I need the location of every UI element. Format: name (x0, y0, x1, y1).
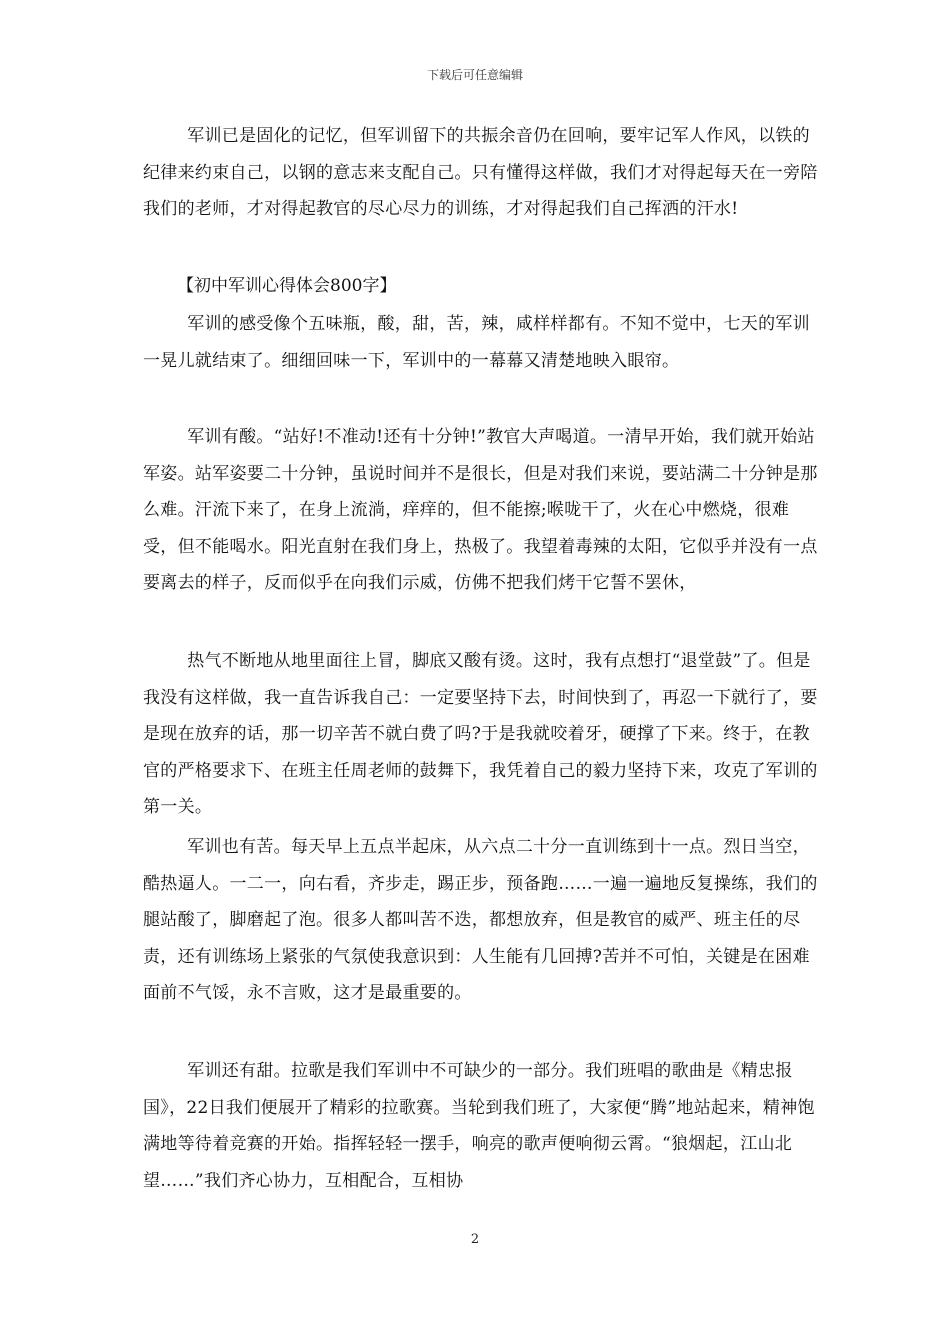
paragraph-5: 军训也有苦。每天早上五点半起床，从六点二十分一直训练到十一点。烈日当空，酷热逼人。一二一，向右看，齐步走，踢正步，预备跑……一遍一遍地反复操练，我们的腿站酸了，脚磨起了泡。很多人都叫苦不迭，都想放弃，但是教官的威严、班主任的尽责，还有训练场上紧张的气氛使我意识到：人生能有几回搏?苦并不可怕，关键是在困难面前不气馁，永不言败，这才是最重要的。 (143, 837, 818, 1004)
paragraph-1: 军训已是固化的记忆，但军训留下的共振余音仍在回响，要牢记军人作风，以铁的纪律来约束自己，以钢的意志来支配自己。只有懂得这样做，我们才对得起每天在一旁陪我们的老师，才对得起教官的尽心尽力的训练，才对得起我们自己挥洒的汗水! (143, 126, 818, 220)
paragraph-3: 军训有酸。“站好!不准动!还有十分钟!”教官大声喝道。一清早开始，我们就开始站军姿。站军姿要二十分钟，虽说时间并不是很长，但是对我们来说，要站满二十分钟是那么难。汗流下来了，在身上流淌，痒痒的，但不能擦;喉咙干了，火在心中燃烧，很难受，但不能喝水。阳光直射在我们身上，热极了。我望着毒辣的太阳，它似乎并没有一点要离去的样子，反而似乎在向我们示威，仿佛不把我们烤干它誓不罢休， (143, 427, 818, 594)
paragraph-6: 军训还有甜。拉歌是我们军训中不可缺少的一部分。我们班唱的歌曲是《精忠报国》，22日我们便展开了精彩的拉歌赛。当轮到我们班了，大家便“腾”地站起来，精神饱满地等待着竞赛的开始。指挥轻轻一摆手，响亮的歌声便响彻云霄。“狼烟起，江山北望……”我们齐心协力，互相配合，互相协 (143, 1061, 815, 1191)
page-header: 下载后可任意编辑 (426, 68, 523, 82)
page-number: 2 (470, 1232, 480, 1247)
section-heading: 【初中军训心得体会800字】 (177, 276, 397, 296)
paragraph-4: 热气不断地从地里面往上冒，脚底又酸有烫。这时，我有点想打“退堂鼓”了。但是我没有这样做，我一直告诉我自己：一定要坚持下去，时间快到了，再忍一下就行了，要是现在放弃的话，那一切辛苦不就白费了吗?于是我就咬着牙，硬撑了下来。终于，在教官的严格要求下、在班主任周老师的鼓舞下，我凭着自己的毅力坚持下来，攻克了军训的第一关。 (143, 651, 818, 818)
paragraph-2: 军训的感受像个五味瓶，酸，甜，苦，辣，咸样样都有。不知不觉中，七天的军训一晃儿就结束了。细细回味一下，军训中的一幕幕又清楚地映入眼帘。 (143, 314, 810, 371)
